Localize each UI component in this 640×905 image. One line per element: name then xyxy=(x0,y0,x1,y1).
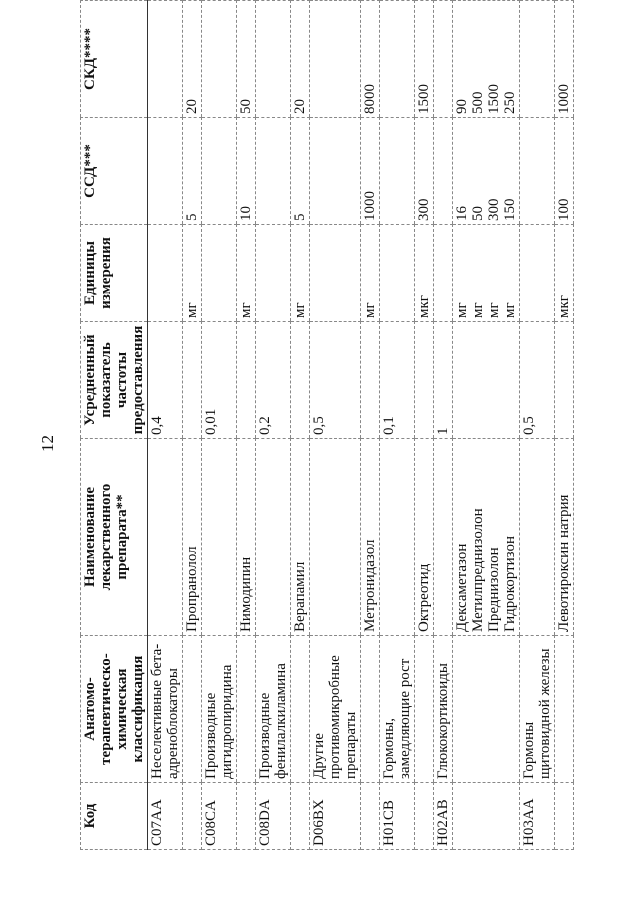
cell-frequency xyxy=(183,322,202,439)
cell-unit xyxy=(148,225,183,322)
cell-unit-value: мкг xyxy=(556,295,572,318)
cell-drug-value: Гидрокортизон xyxy=(502,535,518,632)
page-number: 12 xyxy=(38,435,57,452)
cell-drug xyxy=(202,439,237,636)
cell-drug xyxy=(361,439,380,636)
drug-table-container xyxy=(80,27,590,850)
cell-ssd-value: 5 xyxy=(184,213,200,221)
cell-ssd xyxy=(415,118,434,225)
table-row xyxy=(380,1,415,850)
cell-drug xyxy=(237,439,256,636)
table-header-row xyxy=(81,1,148,850)
cell-unit xyxy=(380,225,415,322)
header-classification: Анатомо-терапевтическо-химическая классификация xyxy=(81,636,148,783)
table-row xyxy=(310,1,361,850)
cell-drug-value: Пропранолол xyxy=(184,546,200,632)
table-row xyxy=(256,1,291,850)
cell-ssd-value: 10 xyxy=(238,206,254,221)
cell-frequency xyxy=(555,322,574,439)
cell-ssd-value: 150 xyxy=(502,198,518,221)
cell-ssd-value: 16 xyxy=(454,206,470,221)
cell-ssd-value: 100 xyxy=(556,198,572,221)
table-row xyxy=(453,1,520,850)
cell-skd-value: 90 xyxy=(454,99,470,114)
cell-unit-value: мкг xyxy=(416,295,432,318)
cell-classification xyxy=(415,636,434,783)
cell-drug xyxy=(453,439,520,636)
cell-unit xyxy=(555,225,574,322)
cell-unit xyxy=(256,225,291,322)
cell-code xyxy=(183,783,202,850)
cell-unit-value: мг xyxy=(486,302,502,318)
cell-classification: Производные дигидропиридина xyxy=(202,636,237,783)
cell-classification: Другие противомикробные препараты xyxy=(310,636,361,783)
cell-frequency: 1 xyxy=(434,322,453,439)
cell-skd xyxy=(453,1,520,118)
cell-unit xyxy=(237,225,256,322)
cell-ssd-value: 50 xyxy=(470,206,486,221)
cell-ssd-value: 300 xyxy=(486,198,502,221)
cell-classification xyxy=(183,636,202,783)
cell-frequency: 0,01 xyxy=(202,322,237,439)
cell-skd xyxy=(291,1,310,118)
cell-skd-value: 20 xyxy=(292,99,308,114)
cell-unit-value: мг xyxy=(292,302,308,318)
cell-ssd xyxy=(453,118,520,225)
cell-frequency: 0,1 xyxy=(380,322,415,439)
cell-ssd xyxy=(520,118,555,225)
cell-drug xyxy=(183,439,202,636)
cell-skd xyxy=(415,1,434,118)
cell-code: C08CA xyxy=(202,783,237,850)
cell-ssd xyxy=(202,118,237,225)
cell-skd-value: 8000 xyxy=(362,84,378,114)
cell-skd xyxy=(148,1,183,118)
cell-unit xyxy=(361,225,380,322)
cell-unit xyxy=(520,225,555,322)
cell-classification xyxy=(555,636,574,783)
header-skd: СКД**** xyxy=(81,1,148,118)
cell-code xyxy=(555,783,574,850)
cell-skd xyxy=(520,1,555,118)
table-row xyxy=(434,1,453,850)
table-row xyxy=(361,1,380,850)
cell-unit xyxy=(453,225,520,322)
cell-frequency: 0,2 xyxy=(256,322,291,439)
cell-skd-value: 20 xyxy=(184,99,200,114)
cell-drug-value: Метилпреднизолон xyxy=(470,508,486,632)
cell-frequency: 0,4 xyxy=(148,322,183,439)
table-row xyxy=(555,1,574,850)
cell-drug xyxy=(434,439,453,636)
cell-frequency xyxy=(415,322,434,439)
cell-classification xyxy=(237,636,256,783)
cell-unit-value: мг xyxy=(184,302,200,318)
cell-skd-value: 250 xyxy=(502,91,518,114)
header-frequency: Усредненный показатель частоты предоставления xyxy=(81,322,148,439)
cell-drug xyxy=(380,439,415,636)
cell-frequency xyxy=(361,322,380,439)
cell-skd xyxy=(555,1,574,118)
cell-drug xyxy=(291,439,310,636)
cell-ssd xyxy=(256,118,291,225)
header-unit: Единицы измерения xyxy=(81,225,148,322)
cell-classification: Гормоны щитовидной железы xyxy=(520,636,555,783)
cell-unit xyxy=(183,225,202,322)
cell-code xyxy=(453,783,520,850)
table-row xyxy=(183,1,202,850)
cell-skd xyxy=(183,1,202,118)
cell-drug xyxy=(310,439,361,636)
cell-unit xyxy=(310,225,361,322)
cell-ssd xyxy=(148,118,183,225)
table-row xyxy=(202,1,237,850)
cell-classification xyxy=(291,636,310,783)
cell-code xyxy=(291,783,310,850)
cell-skd xyxy=(237,1,256,118)
cell-frequency: 0,5 xyxy=(520,322,555,439)
cell-classification: Неселективные бета-адреноблокаторы xyxy=(148,636,183,783)
cell-code xyxy=(361,783,380,850)
cell-drug xyxy=(148,439,183,636)
header-ssd: ССД*** xyxy=(81,118,148,225)
table-row xyxy=(291,1,310,850)
cell-code: C07AA xyxy=(148,783,183,850)
cell-frequency: 0,5 xyxy=(310,322,361,439)
cell-unit-value: мг xyxy=(238,302,254,318)
cell-drug-value: Октреотид xyxy=(416,563,432,632)
cell-unit xyxy=(434,225,453,322)
cell-classification xyxy=(361,636,380,783)
cell-code: C08DA xyxy=(256,783,291,850)
table-row xyxy=(520,1,555,850)
cell-ssd xyxy=(434,118,453,225)
cell-drug-value: Преднизолон xyxy=(486,547,502,632)
cell-frequency xyxy=(453,322,520,439)
cell-ssd-value: 1000 xyxy=(362,191,378,221)
table-row xyxy=(415,1,434,850)
cell-unit-value: мг xyxy=(502,302,518,318)
cell-classification: Гормоны, замедляющие рост xyxy=(380,636,415,783)
table-body xyxy=(148,1,574,850)
cell-skd xyxy=(380,1,415,118)
cell-code xyxy=(237,783,256,850)
cell-ssd-value: 5 xyxy=(292,213,308,221)
cell-code: H03AA xyxy=(520,783,555,850)
cell-ssd xyxy=(380,118,415,225)
cell-skd xyxy=(361,1,380,118)
table-row xyxy=(237,1,256,850)
cell-drug xyxy=(256,439,291,636)
cell-skd-value: 500 xyxy=(470,91,486,114)
cell-drug-value: Левотироксин натрия xyxy=(556,494,572,632)
cell-skd-value: 1500 xyxy=(416,84,432,114)
cell-drug-value: Верапамил xyxy=(292,561,308,632)
cell-classification: Производные фенилалкиламина xyxy=(256,636,291,783)
cell-unit xyxy=(202,225,237,322)
cell-classification: Глюкокортикоиды xyxy=(434,636,453,783)
cell-ssd-value: 300 xyxy=(416,198,432,221)
cell-frequency xyxy=(291,322,310,439)
cell-drug xyxy=(520,439,555,636)
cell-ssd xyxy=(291,118,310,225)
cell-unit-value: мг xyxy=(362,302,378,318)
cell-unit xyxy=(415,225,434,322)
cell-drug-value: Дексаметазон xyxy=(454,543,470,632)
cell-drug-value: Метронидазол xyxy=(362,539,378,632)
cell-skd-value: 50 xyxy=(238,99,254,114)
cell-code: H02AB xyxy=(434,783,453,850)
cell-skd-value: 1000 xyxy=(556,84,572,114)
cell-ssd xyxy=(555,118,574,225)
cell-unit-value: мг xyxy=(454,302,470,318)
cell-skd xyxy=(202,1,237,118)
header-code: Код xyxy=(81,783,148,850)
cell-ssd xyxy=(310,118,361,225)
cell-skd xyxy=(434,1,453,118)
cell-skd xyxy=(256,1,291,118)
header-drug: Наименование лекарственного препарата** xyxy=(81,439,148,636)
cell-skd-value: 1500 xyxy=(486,84,502,114)
cell-frequency xyxy=(237,322,256,439)
cell-unit xyxy=(291,225,310,322)
table-row xyxy=(148,1,183,850)
cell-skd xyxy=(310,1,361,118)
cell-code: H01CB xyxy=(380,783,415,850)
cell-ssd xyxy=(237,118,256,225)
cell-drug-value: Нимодипин xyxy=(238,556,254,632)
cell-classification xyxy=(453,636,520,783)
cell-code xyxy=(415,783,434,850)
cell-ssd xyxy=(183,118,202,225)
cell-unit-value: мг xyxy=(470,302,486,318)
cell-ssd xyxy=(361,118,380,225)
cell-drug xyxy=(415,439,434,636)
drug-table xyxy=(80,0,574,850)
cell-code: D06BX xyxy=(310,783,361,850)
cell-drug xyxy=(555,439,574,636)
